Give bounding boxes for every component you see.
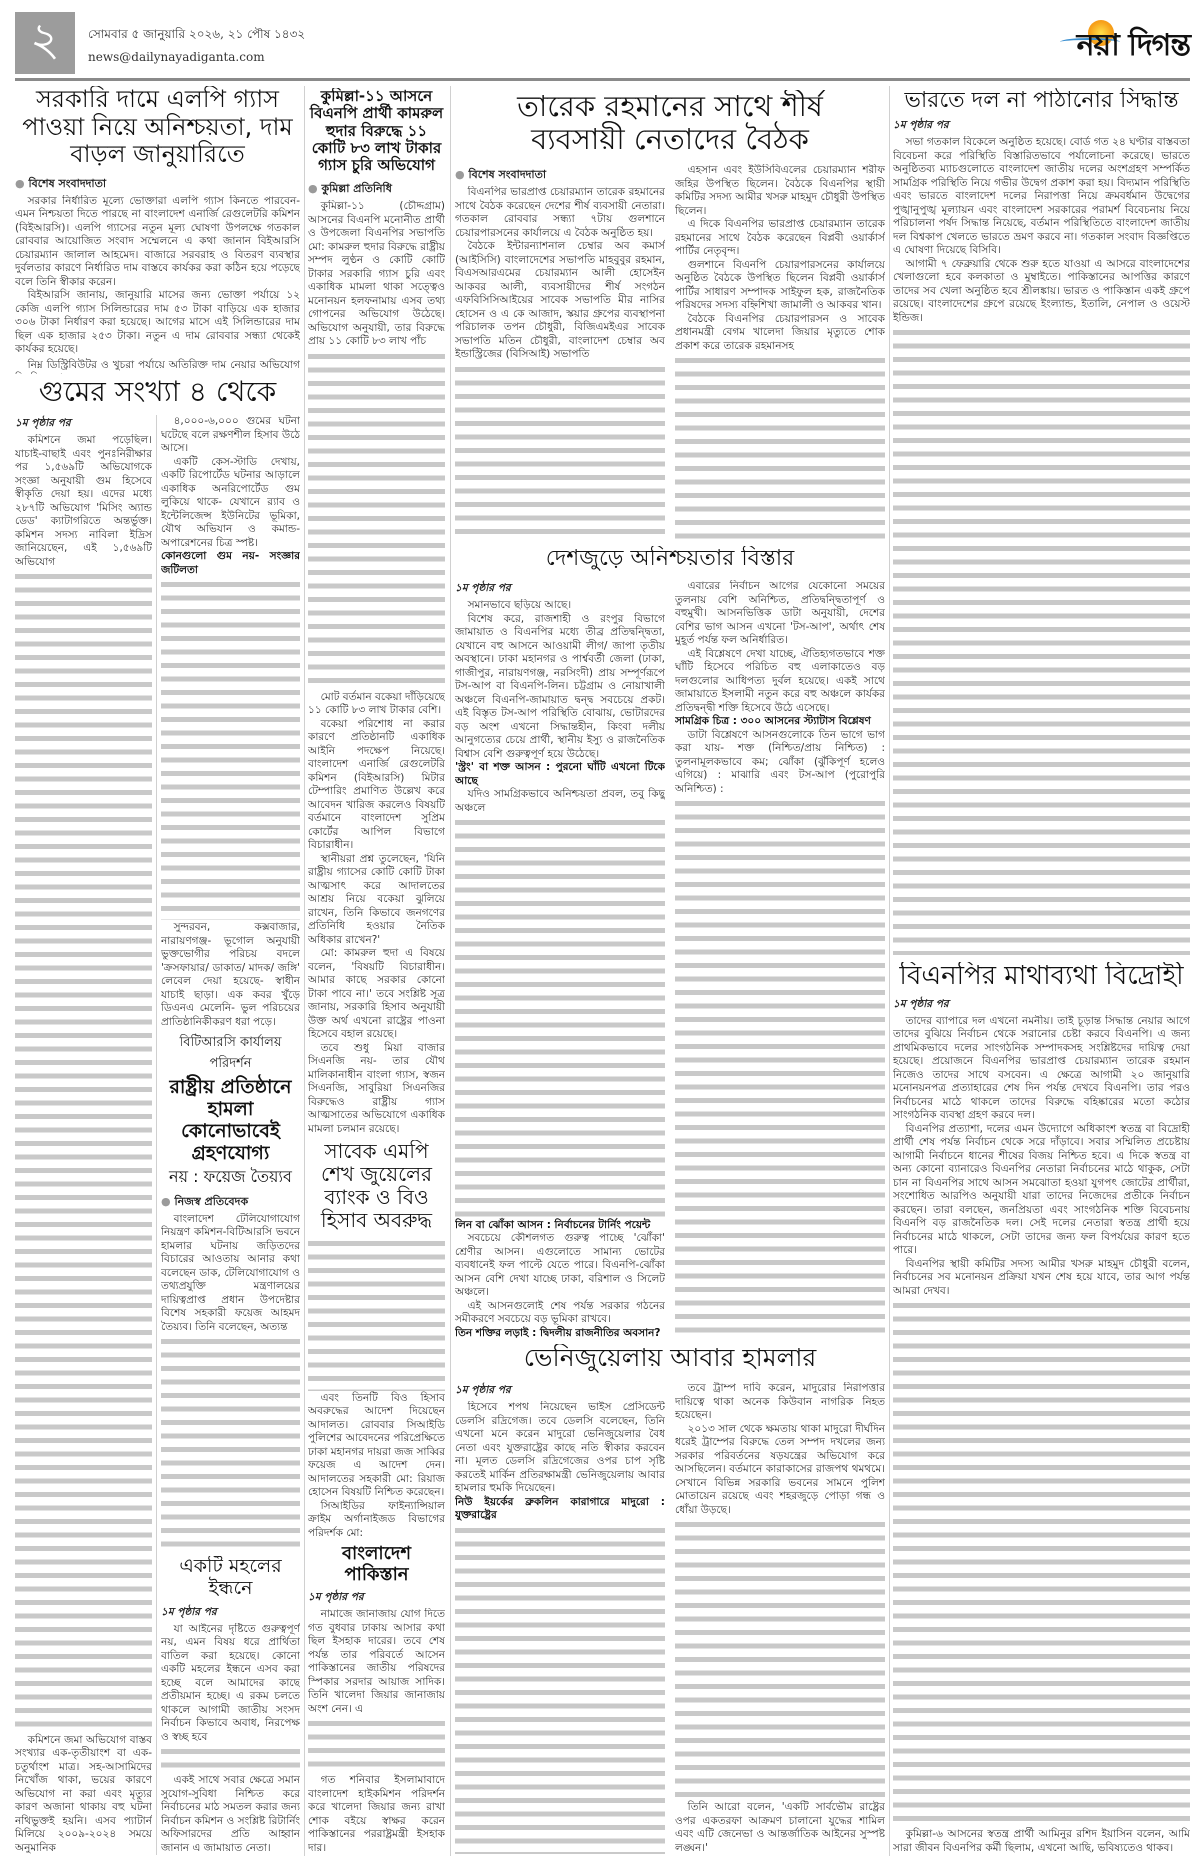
paragraph: মো: কামরুল হুদা এ বিষয়ে বলেন, 'বিষয়টি বিচারাধীন। আমার কাছে সরকার কোনো টাকা পাবে না।' তবে সংশ্লিষ্ট সূত্র জানায়, সরকারি হিসাব অনুযায়ী উক্ত অর্থ এখনো রাষ্ট্রের পাওনা হিসেবে বহাল রয়েছে। [308, 947, 445, 1040]
continued-label: ১ম পৃষ্ঠার পর [455, 582, 511, 594]
article-body [15, 434, 152, 1855]
paragraph: গত শনিবার ইসলামাবাদে বাংলাদেশ হাইকমিশন পরিদর্শন করে খালেদা জিয়ার জন্য রাখা শোক বইয়ে স্বাক্ষর করেন পাকিস্তানের পররাষ্ট্রমন্ত্রী ইসহাক দার। [308, 1774, 445, 1854]
continued-label: ১ম পৃষ্ঠার পর [893, 119, 949, 132]
paragraph: গুলশানে বিএনপি চেয়ারপারসনের কার্যালয়ে অনুষ্ঠিত বৈঠকে উপস্থিত ছিলেন বিপ্লবী ওয়ার্কার্স পার্টির সাধারণ সম্পাদক সাইফুল হক, রাজনৈতিক পরিষদের সদস্য বহ্নিশিখা জামালী ও আকবর খান। [675, 258, 885, 311]
dense-body-text [15, 570, 152, 1733]
paragraph: তাদের ব্যাপারে দল এখনো নমনীয়। তাই চূড়ান্ত সিদ্ধান্ত নেয়ার আগে তাদের বুঝিয়ে নির্বাচন থেকে সরানোর চেষ্টা করবে বিএনপি। এ জন্য প্রাথমিকভাবে দলের সাংগঠনিক সম্পাদকসহ সংশ্লিষ্টদের দায়িত্ব দেয়া হয়েছে। প্রয়োজনে বিএনপির ভারপ্রাপ্ত চেয়ারম্যান তারেক রহমান নিজেও তাদের সাথে বসবেন। এ ক্ষেত্রে আগামী ২০ জানুয়ারি মনোনয়নপত্র প্রত্যাহারের শেষ দিন পর্যন্ত দেখবে বিএনপি। তার পরও নির্বাচনের মাঠে থাকলে তাদের বিরুদ্ধে বহিষ্কারের মতো কঠোর সাংগঠনিক ব্যবস্থা গ্রহণ করবে দল। [893, 1014, 1190, 1122]
continued-label: ১ম পৃষ্ঠার পর [308, 1591, 364, 1604]
headline: দেশজুড়ে অনিশ্চয়তার বিস্তার [545, 546, 795, 571]
article-desh-col2 [675, 580, 885, 1340]
article-venez-col2 [675, 1382, 885, 1855]
article-body [308, 1608, 445, 1855]
headline: ভেনিজুয়েলায় আবার হামলার [523, 1344, 817, 1372]
column-divider [304, 86, 305, 1856]
article-body [893, 136, 1190, 956]
column-divider [450, 86, 451, 1856]
paragraph: বকেয়া পরিশোধ না করার কারণে প্রতিষ্ঠানটি একাধিক আইনি পদক্ষেপ নিয়েছে। বাংলাদেশ এনার্জি রেগুলেটরি কমিশন (বিইআরসি) মিটার টেম্পারিং প্রমাণিত উল্লেখ করে আবেদন খারিজ করলেও বিষয়টি বর্তমানে বাংলাদেশ সুপ্রিম কোর্টের আপিল বিভাগে বিচারাধীন। [308, 717, 445, 851]
dense-body-text [455, 816, 665, 1218]
article-bharot [893, 88, 1190, 956]
article-body [675, 1382, 885, 1855]
continued-label: ১ম পৃষ্ঠার পর [15, 417, 71, 429]
dense-body-text [308, 350, 445, 690]
article-btrc [161, 1033, 300, 1553]
paragraph: বিএনপির প্রত্যাশা, দলের এমন উদ্যোগে অধিকাংশ স্বতন্ত্র বা বিদ্রোহী প্রার্থী শেষ পর্যন্ত নির্বাচন থেকে সরে দাঁড়াবে। সবার সম্মিলিত প্রচেষ্টায় আগামী নির্বাচনে ধানের শীষের বিজয় নিশ্চিত হবে। এ দিকে স্বতন্ত্র বা অন্য কোনো ব্যানারেও বিএনপির নেতারা নির্বাচনের মাঠে থাকুক, সেটা চান না বিএনপির সাথে আসন সমঝোতা হওয়া যুগপৎ জোটের প্রার্থীরা, সংশোধিত আরপিও অনুযায়ী যারা তাদের নিজেদের প্রতীকে নির্বাচন করছেন। তারা বলছেন, জনপ্রিয়তা এবং সাংগঠনিক শক্তি বিবেচনায় বিএনপি বড় রাজনৈতিক দল। সেই দলের নেতারা স্বতন্ত্র প্রার্থী হয়ে নির্বাচনের মাঠে থাকলে, সেটা তাদের জন্য ফল বিপর্যয়ের কারণ হতে পারে। [893, 1122, 1190, 1257]
article-tarek-headline [455, 90, 885, 162]
dense-body-text [455, 363, 665, 542]
article-gum-headline [15, 376, 300, 412]
logo-text: নয়া দিগন্ত [1076, 28, 1190, 63]
paragraph: এহসান এবং ইউসিবিএলের চেয়ারম্যান শরীফ জহির উপস্থিত ছিলেন। বৈঠকে বিএনপির স্থায়ী কমিটির সদস্য আমীর খসরু মাহমুদ চৌধুরী উপস্থিত ছিলেন। [675, 164, 885, 217]
paragraph: কমিশনে জমা অভিযোগ বাস্তব সংখ্যার এক-তৃতীয়াংশ বা এক-চতুর্থাংশ মাত্র। সহ-আসামিদের নিখোঁজ থাকা, ভয়ের কারণে অভিযোগ না করা এবং মৃত্যুর কারণ অজানা থাকায় বহু ঘটনা নথিভুক্তই হয়নি। এসব প্যাটার্ন মিলিয়ে ২০০৯-২০২৪ সময়ে অনুমানিক [15, 1733, 152, 1854]
kicker: বিটিআরসি কার্যালয় পরিদর্শন [179, 1035, 282, 1071]
dense-body-text [675, 1518, 885, 1800]
paragraph: যদিও সামগ্রিকভাবে অনিশ্চয়তা প্রবল, তবু কিছু অঞ্চলে [455, 788, 665, 814]
byline: ● বিশেষ সংবাদদাতা [15, 175, 300, 194]
article-body [675, 580, 885, 1340]
article-body [161, 1623, 300, 1855]
headline: সরকারি দামে এলপি গ্যাস পাওয়া নিয়ে অনিশ্চয়তা, দাম বাড়ল জানুয়ারিতে [22, 86, 293, 169]
subheading: কোনগুলো গুম নয়- সংজ্ঞার জটিলতা [161, 550, 300, 576]
headline: বিএনপির মাথাব্যথা বিদ্রোহী [899, 962, 1184, 991]
paragraph: এবং তিনটি বিও হিসাব অবরুদ্ধের আদেশ দিয়েছেন আদালত। রোববার সিআইডি পুলিশের আবেদনের পরিপ্রেক্ষিতে ঢাকা মহানগর দায়রা জজ সাব্বির ফয়েজ এ আদেশ দেন। আদালতের সহকারী মো: রিয়াজ হোসেন বিষয়টি নিশ্চিত করেছেন। [308, 1391, 445, 1498]
dense-body-text [308, 1237, 445, 1391]
paragraph: কুমিল্লা-১১ (চৌদ্দগ্রাম) আসনের বিএনপি মনোনীত প্রার্থী ও উপজেলা বিএনপির সভাপতি মো: কামরুল হুদার বিরুদ্ধে রাষ্ট্রীয় সম্পদ লুণ্ঠন ও কোটি কোটি টাকার সরকারি গ্যাস চুরি এবং একাধিক মামলা থাকা সত্ত্বেও মনোনয়ন হলফনামায় এসব তথ্য গোপনের অভিযোগ উঠেছে। অভিযোগ অনুযায়ী, তার বিরুদ্ধে প্রায় ১১ কোটি ৮৩ লাখ পাঁচ [308, 200, 445, 348]
article-body [455, 599, 665, 1340]
paragraph: বৈঠকে ইন্টারন্যাশনাল চেম্বার অব কমার্স (আইসিসি) বাংলাদেশের সভাপতি মাহবুবুর রহমান, বিএসআরএমের চেয়ারম্যান আলী হোসেইন আকবর আলী, ব্যবসায়ীদের শীর্ষ সংগঠন এফবিসিসিআইয়ের সাবেক সভাপতি মীর নাসির হোসেন ও এ কে আজাদ, স্কয়ার গ্রুপের ব্যবস্থাপনা পরিচালক তপন চৌধুরী, বিজিএমইএর সাবেক সভাপতি মতিন চৌধুরী, বাংলাদেশ চেম্বার অব ইন্ডাস্ট্রিজের (বিসিআই) সভাপতি [455, 240, 665, 360]
dense-body-text [455, 1524, 665, 1855]
headline-tail: নয় : ফয়েজ তৈয়্যব [169, 1167, 292, 1187]
article-body [893, 1015, 1190, 1855]
paragraph: মোট বর্তমান বকেয়া দাঁড়িয়েছে ১১ কোটি ৮৩ লাখ টাকার বেশি। [308, 690, 445, 716]
article-body [308, 1236, 445, 1540]
paragraph: হিসেবে শপথ নিয়েছেন ভাইস প্রেসিডেন্ট ডেলসি রদ্রিগেজ। তবে ডেলসি বলেছেন, তিনি এখনো মনে করেন মাদুরো ভেনিজুয়েলার বৈধ নেতা এবং যুক্তরাষ্ট্রের কাছে নতি স্বীকার করবেন না। মূলত ডেলসি রদ্রিগেজের ওপর চাপ সৃষ্টি করতেই মার্কিন প্রতিরক্ষামন্ত্রী ভেনিজুয়েলায় আবার হামলার হুমকি দিয়েছেন। [455, 1401, 665, 1494]
subheading: লিন বা ঝোঁকা আসন : নির্বাচনের টার্নিং পয়েন্ট [455, 1218, 651, 1231]
article-lpg-gas [15, 86, 300, 374]
headline: কুমিল্লা-১১ আসনে বিএনপি প্রার্থী কামরুল হুদার বিরুদ্ধে ১১ কোটি ৮৩ লাখ টাকার গ্যাস চুরি অভিযোগ [309, 88, 444, 174]
headline: রাষ্ট্রীয় প্রতিষ্ঠানে হামলা কোনোভাবেই গ্রহণযোগ্য [169, 1076, 292, 1164]
byline: ● নিজস্ব প্রতিবেদক [161, 1193, 300, 1212]
paragraph: আগামী ৭ ফেব্রুয়ারি থেকে শুরু হতে যাওয়া এ আসরে বাংলাদেশের খেলাগুলো হবে কলকাতা ও মুম্বাইতে। পাকিস্তানের আপত্তির কারণে তাদের সব খেলা অনুষ্ঠিত হবে শ্রীলঙ্কায়। ভারত ও পাকিস্তান একই গ্রুপে রয়েছে। বাংলাদেশের গ্রুপে রয়েছে ইংল্যান্ড, ইতালি, নেপাল ও ওয়েস্ট ইন্ডিজ। [893, 257, 1190, 324]
headline: একটি মহলের ইন্ধনে [179, 1556, 282, 1599]
paragraph: নামাজে জানাজায় যোগ দিতে গত বুধবার ঢাকায় আসার কথা ছিল ইসহাক দারের। তবে শেষ পর্যন্ত তার পরিবর্তে আসেন পাকিস্তানের জাতীয় পরিষদের স্পিকার সরদার আয়াজ সাদিক। তিনি খালেদা জিয়ার জানাজায় অংশ নেন। এ [308, 1608, 445, 1715]
paragraph: কুমিল্লা-৬ আসনের স্বতন্ত্র প্রার্থী আমিনুর রশিদ ইয়াসিন বলেন, আমি সারা জীবন বিএনপির কর্মী ছিলাম, এখনো আছি, ভবিষ্যতেও থাকব। [893, 1828, 1190, 1854]
paragraph: যা আইনের দৃষ্টিতে গুরুত্বপূর্ণ নয়, এমন বিষয় ধরে প্রার্থিতা বাতিল করা হয়েছে। কোনো একটি মহলের ইন্ধনে এসব করা হচ্ছে বলে আমাদের কাছে প্রতীয়মান হচ্ছে। এ রকম চলতে থাকলে আগামী জাতীয় সংসদ নির্বাচন কিভাবে অবাধ, নিরপেক্ষ ও স্বচ্ছ হবে [161, 1622, 300, 1743]
paragraph: কমিশনে জমা পড়েছিল। যাচাই-বাছাই এবং পুনঃনিরীক্ষার পর ১,৫৬৯টি অভিযোগকে সংজ্ঞা অনুযায়ী গুম হিসেবে স্বীকৃতি দেয়া হয়। এদের মধ্যে ২৮৭টি অভিযোগ 'মিসিং অ্যান্ড ডেড' ক্যাটাগরিতে অন্তর্ভুক্ত। কমিশন সদস্য নাবিলা ইদ্রিস জানিয়েছেন, এই ১,৫৬৯টি অভিযোগ [15, 434, 152, 568]
headline: বাংলাদেশ পাকিস্তান [342, 1544, 411, 1585]
paragraph: সুন্দরবন, কক্সবাজার, নারায়ণগঞ্জ- ভূগোল অনুযায়ী ভুক্তভোগীর পরিচয় বদলে 'ক্রসফায়ার/ ডাকাত/ মাদক/ জঙ্গি' লেবেল দেয়া হয়েছে- স্বাধীন যাচাই ছাড়া। এক কবর খুঁড়ে ডিএনএ মেলেনি- ভুল পরিচয়ের প্রাতিষ্ঠানিকীকরণ ধরা পড়ে। [161, 921, 300, 1028]
headline: সাবেক এমপি শেখ জুয়েলের ব্যাংক ও বিও হিসাব অবরুদ্ধ [320, 1140, 433, 1232]
paragraph: নিম্ন ডিস্ট্রিবিউটর ও খুচরা পর্যায়ে অতিরিক্ত দাম নেয়ার অভিযোগ [27, 358, 300, 371]
paragraph: একই সাথে সবার ক্ষেত্রে সমান সুযোগ-সুবিধা নিশ্চিত করে নির্বাচনের মাঠ সমতল করার জন্য নির্বাচন কমিশন ও সংশ্লিষ্ট রিটার্নিং অফিসারদের প্রতি আহ্বান জানান এ জামায়াত নেতা। [161, 1774, 300, 1854]
issue-date: সোমবার ৫ জানুয়ারি ২০২৬, ২১ পৌষ ১৪৩২ [88, 27, 306, 41]
paragraph: এ দিকে বিএনপির ভারপ্রাপ্ত চেয়ারম্যান তারেক রহমানের সাথে বৈঠক করেছেন বিপ্লবী ওয়ার্কার্স পার্টির নেতৃবৃন্দ। [675, 218, 885, 257]
newspaper-logo[interactable] [1030, 14, 1190, 74]
article-mohol [161, 1556, 300, 1855]
article-body [675, 164, 885, 542]
article-body [455, 1401, 665, 1855]
paragraph: এবারের নির্বাচন আগের যেকোনো সময়ের তুলনায় বেশি অনিশ্চিত, প্রতিদ্বন্দ্বিতাপূর্ণ ও বহুমুখী। আসনভিত্তিক ডাটা অনুযায়ী, দেশের বেশির ভাগ আসন এখনো 'টস-আপ', অর্থাৎ শেষ মুহূর্ত পর্যন্ত ফল অনির্ধারিত। [675, 580, 885, 646]
paragraph: এই আসনগুলোই শেষ পর্যন্ত সরকার গঠনের সমীকরণে সবচেয়ে বড় ভূমিকা রাখবে। [455, 1299, 665, 1325]
article-gum-col2 [161, 415, 300, 1029]
page-number: ২ [15, 12, 75, 74]
paragraph: সরকার নির্ধারিত মূল্যে ভোক্তারা এলপি গ্যাস কিনতে পারবেন- এমন নিশ্চয়তা দিতে পারছে না বাংলাদেশ এনার্জি রেগুলেটরি কমিশন (বিইআরসি)। এলপি গ্যাসের নতুন মূল্য ঘোষণা উপলক্ষে গতকাল রোববার আয়োজিত সংবাদ সম্মেলনে এ কথা জানান বিইআরসি চেয়ারম্যান জালাল আহমেদ। বাজারে সরবরাহ ও বিতরণ ব্যবস্থার দুর্বলতার কারণে নির্ধারিত দাম বাস্তবে কার্যকর করা কঠিন হয়ে পড়েছে বলে তিনি স্বীকার করেন। [15, 194, 300, 288]
continued-label: ১ম পৃষ্ঠার পর [161, 1605, 217, 1618]
continued-label: ১ম পৃষ্ঠার পর [893, 997, 949, 1010]
byline: ● বিশেষ সংবাদদাতা [455, 166, 665, 185]
article-venez-headline [455, 1344, 885, 1380]
paragraph: সমানভাবে ছড়িয়ে আছে। [467, 599, 572, 611]
header-divider [15, 78, 1190, 81]
article-desh-col1 [455, 580, 665, 1340]
paragraph: ২০১৩ সাল থেকে ক্ষমতায় থাকা মাদুরো দীর্ঘদিন ধরেই ট্রাম্পের বিরুদ্ধে তেল সম্পদ দখলের জন্য সরকার পরিবর্তনের ষড়যন্ত্রের অভিযোগ করে আসছিলেন। বর্তমানে কারাকাসের রাজপথ থমথমে। সেখানে বিভিন্ন সরকারি ভবনের সামনে পুলিশ মোতায়েন রয়েছে এবং শহরজুড়ে পোড়া গন্ধ ও ধোঁয়া উড়ছে। [675, 1422, 885, 1516]
dense-body-text [893, 1299, 1190, 1827]
paragraph: বাংলাদেশ টেলিযোগাযোগ নিয়ন্ত্রণ কমিশন-বিটিআরসি ভবনে হামলার ঘটনায় জড়িতদের বিচারের আওতায় আনার কথা বলেছেন ডাক, টেলিযোগাযোগ ও তথ্যপ্রযুক্তি মন্ত্রণালয়ের দায়িত্বপ্রাপ্ত প্রধান উপদেষ্টার বিশেষ সহকারী ফয়েজ আহমদ তৈয়্যব। তিনি বলেছেন, অত্যন্ত [161, 1212, 300, 1333]
headline: তারেক রহমানের সাথে শীর্ষ ব্যবসায়ী নেতাদের বৈঠক [517, 90, 823, 157]
headline: ভারতে দল না পাঠানোর সিদ্ধান্ত [904, 88, 1179, 113]
article-kumilla [308, 88, 445, 1136]
paragraph: ৪,০০০-৬,০০০ গুমের ঘটনা ঘটেছে বলে রক্ষণশীল হিসাব উঠে আসে। [161, 415, 300, 454]
subheading: 'স্ট্রং' বা শক্ত আসন : পুরনো ঘাঁটি এখনো টিকে আছে [455, 761, 665, 787]
paragraph: তবে ট্রাম্প দাবি করেন, মাদুরোর নিরাপত্তার দায়িত্বে থাকা অনেক কিউবান নাগরিক নিহত হয়েছেন। [675, 1382, 885, 1421]
paragraph: সিআইডির ফাইন্যান্সিয়াল ক্রাইম অর্গানাইজড বিভাগের পরিদর্শক মো: [308, 1499, 445, 1539]
continued-label: ১ম পৃষ্ঠার পর [455, 1384, 511, 1396]
article-tarek-col1 [455, 164, 665, 542]
dense-body-text [308, 1717, 445, 1773]
subheading: তিন শক্তির লড়াই : দ্বিদলীয় রাজনীতির অবসান? [455, 1326, 661, 1339]
article-body [161, 1213, 300, 1553]
article-desh-headline [455, 546, 885, 578]
paragraph: তবে শুধু মিয়া বাজার সিএনজি নয়- তার যৌথ মালিকানাধীন বাংলা গ্যাস, স্বজন সিএনজি, সাবুরিয়া সিএনজির বিরুদ্ধেও রাষ্ট্রীয় গ্যাস আত্মসাতের অভিযোগে একাধিক মামলা চলমান রয়েছে। [308, 1041, 445, 1135]
column-divider [156, 415, 157, 1855]
headline: গুমের সংখ্যা ৪ থেকে [38, 376, 277, 408]
paragraph: বিশেষ করে, রাজশাহী ও রংপুর বিভাগে জামায়াত ও বিএনপির মধ্যে তীব্র প্রতিদ্বন্দ্বিতা, যেখানে বহু আসনে আওয়ামী লীগ/ জাপা তৃতীয় অবস্থানে। ঢাকা মহানগর ও পার্শ্ববর্তী জেলা (ঢাকা, গাজীপুর, নারায়ণগঞ্জ, নরসিংদী) প্রায় সম্পূর্ণরূপে টস-আপ বা বিএনপি-লিন। চট্টগ্রাম ও নোয়াখালী অঞ্চলে বিএনপি-জামায়াত দ্বন্দ্ব সবচেয়ে প্রকট। এই বিস্তৃত টস-আপ পরিস্থিতি বোঝায়, ভোটারদের বড় অংশ এখনো সিদ্ধান্তহীন, কিংবা দলীয় আনুগত্যের চেয়ে প্রার্থী, স্থানীয় ইস্যু ও রাজনৈতিক বিশ্বাস বেশি গুরুত্বপূর্ণ হয়ে উঠেছে। [455, 612, 665, 760]
dense-body-text [675, 797, 885, 1339]
paragraph: সভা গতকাল বিকেলে অনুষ্ঠিত হয়েছে। বোর্ড গত ২৪ ঘণ্টার বাস্তবতা বিবেচনা করে পরিস্থিতি বিস্তারিতভাবে পর্যালোচনা করেছে। ভারতে অনুষ্ঠিতব্য ম্যাচগুলোতে বাংলাদেশ জাতীয় দলের অংশগ্রহণ সম্পর্কিত সামগ্রিক পরিস্থিতি নিয়ে গভীর উদ্বেগ প্রকাশ করা হয়। বিদ্যমান পরিস্থিতি এবং ভারতে বাংলাদেশ দলের নিরাপত্তা নিয়ে ক্রমবর্ধমান উদ্বেগের পুঙ্খানুপুঙ্খ মূল্যায়ন এবং বাংলাদেশ সরকারের পরামর্শ বিবেচনায় নিয়ে পরিচালনা পর্ষদ সিদ্ধান্ত নিয়েছে, বর্তমান পরিস্থিতিতে বাংলাদেশ জাতীয় দল বিশ্বকাপ খেলতে ভারতে ভ্রমণ করবে না। গতকাল সংবাদ বিজ্ঞপ্তিতে এ ঘোষণা দিয়েছে বিসিবি। [893, 136, 1190, 257]
dense-body-text [161, 578, 300, 920]
article-juwel [308, 1140, 445, 1540]
paragraph: একটি কেস-স্টাডি দেখায়, একটি রিপোর্টেড ঘটনার আড়ালে একাধিক অনরিপোর্টেড গুম লুকিয়ে থাকে- যেখানে র‍্যাব ও ইন্টেলিজেন্স ইউনিটের ভূমিকা, যৌথ অভিযান ও কমান্ড-অপারেশনের চিত্র স্পষ্ট। [161, 455, 300, 549]
article-bd-pak [308, 1544, 445, 1855]
dense-body-text [161, 1335, 300, 1552]
article-tarek-col2 [675, 164, 885, 542]
paragraph: এই বিশ্লেষণে দেখা যাচ্ছে, ঐতিহ্যগতভাবে শক্ত ঘাঁটি হিসেবে পরিচিত বহু এলাকাতেও বড় দলগুলোর আধিপত্য দুর্বল হয়েছে। একই সাথে জামায়াতে ইসলামী নতুন করে বহু অঞ্চলে কার্যকর প্রতিদ্বন্দ্বী শক্তি হিসেবে উঠে এসেছে। [675, 647, 885, 714]
paragraph: বৈঠকে বিএনপির চেয়ারপারসন ও সাবেক প্রধানমন্ত্রী বেগম খালেদা জিয়ার মৃত্যুতে শোক প্রকাশ করে তারেক রহমানসহ [675, 312, 885, 352]
paragraph: বিইআরসি জানায়, জানুয়ারি মাসের জন্য ভোক্তা পর্যায়ে ১২ কেজি এলপি গ্যাস সিলিন্ডারের দাম ৫৩ টাকা বাড়িয়ে এক হাজার ৩০৬ টাকা নির্ধারণ করা হয়েছে। আগের মাসে এই সিলিন্ডারের দাম ছিল এক হাজার ২৫৩ টাকা। নতুন এ দাম রোববার সন্ধ্যা থেকেই কার্যকর হয়েছে। [15, 289, 300, 356]
dense-body-text [161, 1745, 300, 1773]
paragraph: ডাটা বিশ্লেষণে আসনগুলোকে তিন ভাগে ভাগ করা যায়- শক্ত (নিশ্চিত/প্রায় নিশ্চিত) : তুলনামূলকভাবে কম; ঝোঁকা (ঝুঁকিপূর্ণ হলেও এগিয়ে) : মাঝারি এবং টস-আপ (পুরোপুরি অনিশ্চিত) : [675, 728, 885, 795]
paragraph: স্থানীয়রা প্রশ্ন তুলেছেন, 'যিনি রাষ্ট্রীয় গ্যাসের কোটি কোটি টাকা আত্মসাৎ করে আদালতের আশ্রয় নিয়ে বকেয়া ঝুলিয়ে রাখেন, তিনি কিভাবে জনগণের প্রতিনিধি হওয়ার নৈতিক অধিকার রাখেন?' [308, 852, 445, 946]
article-bnp [893, 962, 1190, 1855]
column-divider [889, 86, 890, 1856]
byline: ● কুমিল্লা প্রতিনিধি [308, 180, 445, 199]
contact-email[interactable]: news@dailynayadiganta.com [88, 50, 265, 64]
paragraph: তিনি আরো বলেন, 'একটি সার্বভৌম রাষ্ট্রের ওপর একতরফা আক্রমণ চালানো যুদ্ধের শামিল এবং এটি জেনেভা ও আন্তর্জাতিক আইনের সুস্পষ্ট লঙ্ঘন।' [675, 1801, 885, 1854]
article-body [161, 415, 300, 1029]
paragraph: সবচেয়ে কৌশলগত গুরুত্ব পাচ্ছে 'ঝোঁকা' শ্রেণীর আসন। এগুলোতে সামান্য ভোটের ব্যবধানেই ফল পাল্টে যেতে পারে। বিএনপি-ঝোঁকা আসন বেশি দেখা যাচ্ছে ঢাকা, বরিশাল ও সিলেট অঞ্চলে। [455, 1232, 665, 1298]
paragraph: বিএনপির ভারপ্রাপ্ত চেয়ারম্যান তারেক রহমানের সাথে বৈঠক করেছেন দেশের শীর্ষ ব্যবসায়ী নেতারা। গতকাল রোববার সন্ধ্যা ৭টায় গুলশানে চেয়ারপারসনের কার্যালয়ে এ বৈঠক অনুষ্ঠিত হয়। [455, 186, 665, 239]
article-body [455, 186, 665, 542]
dense-body-text [893, 326, 1190, 955]
article-body [308, 200, 445, 1136]
dense-body-text [675, 354, 885, 541]
article-body [15, 195, 300, 374]
article-gum-col1 [15, 415, 152, 1855]
subheading: সামগ্রিক চিত্র : ৩০০ আসনের স্ট্যাটাস বিশ্লেষণ [675, 715, 871, 727]
paragraph: বিএনপির স্থায়ী কমিটির সদস্য আমীর খসরু মাহমুদ চৌধুরী বলেন, নির্বাচনের সব মনোনয়ন প্রক্রিয়া যখন শেষ হয়ে যাবে, তার আগ পর্যন্ত আমরা দেখব। [893, 1257, 1190, 1297]
subheading: নিউ ইয়র্কের ব্রুকলিন কারাগারে মাদুরো : যুক্তরাষ্ট্রের [455, 1495, 665, 1521]
article-venez-col1 [455, 1382, 665, 1855]
